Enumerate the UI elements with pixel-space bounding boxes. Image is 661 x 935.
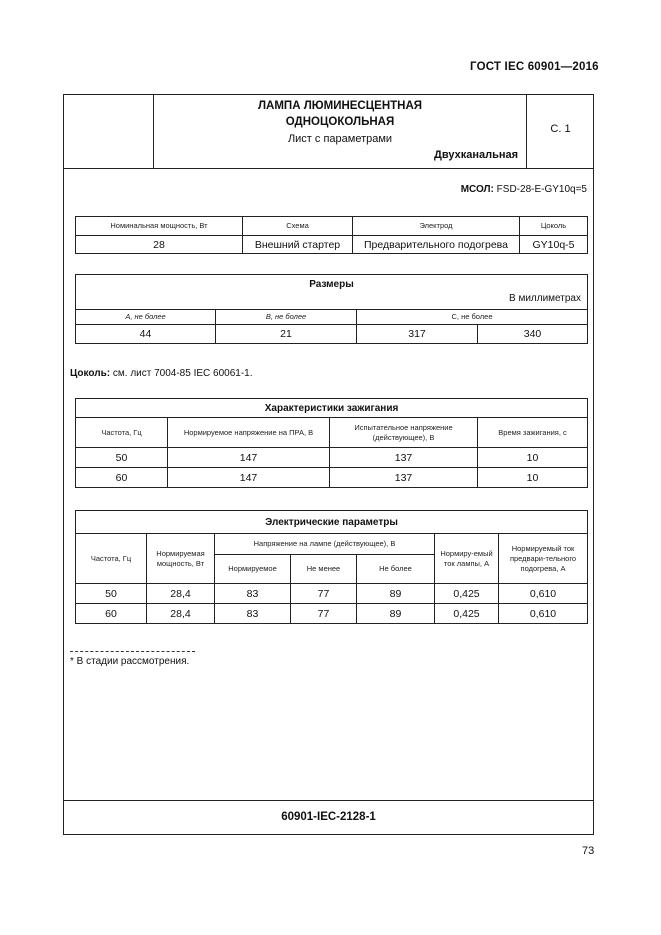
cell-ign-time: 10 bbox=[478, 468, 588, 488]
cell-el-nominal: 83 bbox=[215, 604, 291, 624]
base-note bbox=[70, 368, 253, 379]
table-row bbox=[76, 584, 588, 604]
cell-el-lamp-current: 0,425 bbox=[435, 584, 499, 604]
header-dim-a: A, не более bbox=[76, 310, 216, 325]
cell-el-lamp-current: 0,425 bbox=[435, 604, 499, 624]
lamp-kind: Двухканальная bbox=[434, 149, 519, 161]
base-note-label: Цоколь: bbox=[70, 368, 111, 379]
cell-el-max: 89 bbox=[357, 584, 435, 604]
doc-title-line1: ЛАМПА ЛЮМИНЕСЦЕНТНАЯ bbox=[257, 100, 423, 112]
table-electrical bbox=[75, 510, 588, 624]
cell-el-preheat-current: 0,610 bbox=[499, 604, 588, 624]
table-row bbox=[76, 468, 588, 488]
page-number: 73 bbox=[582, 845, 595, 857]
header-ign-freq: Частота, Гц bbox=[76, 418, 168, 448]
msol-line bbox=[64, 184, 587, 195]
footer-divider bbox=[64, 800, 593, 801]
dimensions-unit: В миллиметрах bbox=[509, 293, 581, 304]
cell-ign-freq: 60 bbox=[76, 468, 168, 488]
header-dim-b: B, не более bbox=[216, 310, 357, 325]
header-el-max: Не более bbox=[357, 555, 435, 584]
header-dim-c: C, не более bbox=[357, 310, 588, 325]
header-ign-voltage: Нормируемое напряжение на ПРА, В bbox=[168, 418, 330, 448]
standard-number: ГОСТ IEC 60901—2016 bbox=[470, 61, 599, 73]
header-el-preheat-current: Нормируемый ток предвари-тельного подогрева, А bbox=[499, 534, 588, 584]
cell-dim-a: 44 bbox=[76, 325, 216, 344]
cell-power: 28 bbox=[76, 236, 243, 254]
header-base: Цоколь bbox=[520, 217, 588, 236]
header-scheme: Схема bbox=[243, 217, 353, 236]
table-dimensions bbox=[75, 274, 588, 344]
cell-ign-time: 10 bbox=[478, 448, 588, 468]
cell-base: GY10q-5 bbox=[520, 236, 588, 254]
header-power: Номинальная мощность, Вт bbox=[76, 217, 243, 236]
base-note-text: см. лист 7004-85 IEC 60061-1. bbox=[112, 368, 253, 379]
header-el-voltage-group: Напряжение на лампе (действующее), В bbox=[215, 534, 435, 555]
doc-title-line2: ОДНОЦОКОЛЬНАЯ bbox=[285, 116, 395, 128]
dimensions-title-cell bbox=[76, 275, 588, 310]
msol-value: FSD-28-E-GY10q=5 bbox=[496, 184, 587, 195]
cell-el-preheat-current: 0,610 bbox=[499, 584, 588, 604]
header-el-freq: Частота, Гц bbox=[76, 534, 147, 584]
table-general bbox=[75, 216, 588, 254]
document-frame bbox=[63, 94, 594, 835]
electrical-title: Электрические параметры bbox=[76, 511, 588, 534]
cell-dim-b: 21 bbox=[216, 325, 357, 344]
dimensions-title: Размеры bbox=[309, 279, 354, 290]
header-el-min: Не менее bbox=[291, 555, 357, 584]
header-bottom-line bbox=[64, 168, 593, 169]
cell-ign-test-voltage: 137 bbox=[330, 468, 478, 488]
cell-ign-freq: 50 bbox=[76, 448, 168, 468]
cell-el-power: 28,4 bbox=[147, 604, 215, 624]
cell-scheme: Внешний стартер bbox=[243, 236, 353, 254]
header-electrode: Электрод bbox=[353, 217, 520, 236]
cell-ign-test-voltage: 137 bbox=[330, 448, 478, 468]
sheet-number: 60901-IEC-2128-1 bbox=[281, 811, 376, 823]
cell-el-min: 77 bbox=[291, 604, 357, 624]
cell-el-nominal: 83 bbox=[215, 584, 291, 604]
cell-dim-c2: 340 bbox=[478, 325, 588, 344]
header-el-power: Нормируемая мощность, Вт bbox=[147, 534, 215, 584]
cell-el-power: 28,4 bbox=[147, 584, 215, 604]
ignition-title: Характеристики зажигания bbox=[76, 399, 588, 418]
table-ignition bbox=[75, 398, 588, 488]
cell-el-freq: 50 bbox=[76, 584, 147, 604]
header-ign-time: Время зажигания, с bbox=[478, 418, 588, 448]
cell-el-max: 89 bbox=[357, 604, 435, 624]
cell-dim-c1: 317 bbox=[357, 325, 478, 344]
header-el-nominal: Нормируемое bbox=[215, 555, 291, 584]
msol-label: МСОЛ: bbox=[460, 184, 494, 195]
cell-el-freq: 60 bbox=[76, 604, 147, 624]
header-ign-test-voltage: Испытательное напряжение (действующее), В bbox=[330, 418, 478, 448]
table-row bbox=[76, 448, 588, 468]
cell-electrode: Предварительного подогрева bbox=[353, 236, 520, 254]
cell-ign-voltage: 147 bbox=[168, 468, 330, 488]
table-row bbox=[76, 604, 588, 624]
cell-ign-voltage: 147 bbox=[168, 448, 330, 468]
footnote: * В стадии рассмотрения. bbox=[70, 656, 190, 667]
doc-subtitle: Лист с параметрами bbox=[287, 133, 393, 145]
sheet-page-label: С. 1 bbox=[550, 123, 571, 135]
header-el-lamp-current: Нормиру-емый ток лампы, А bbox=[435, 534, 499, 584]
cell-el-min: 77 bbox=[291, 584, 357, 604]
footnote-separator bbox=[70, 651, 195, 652]
